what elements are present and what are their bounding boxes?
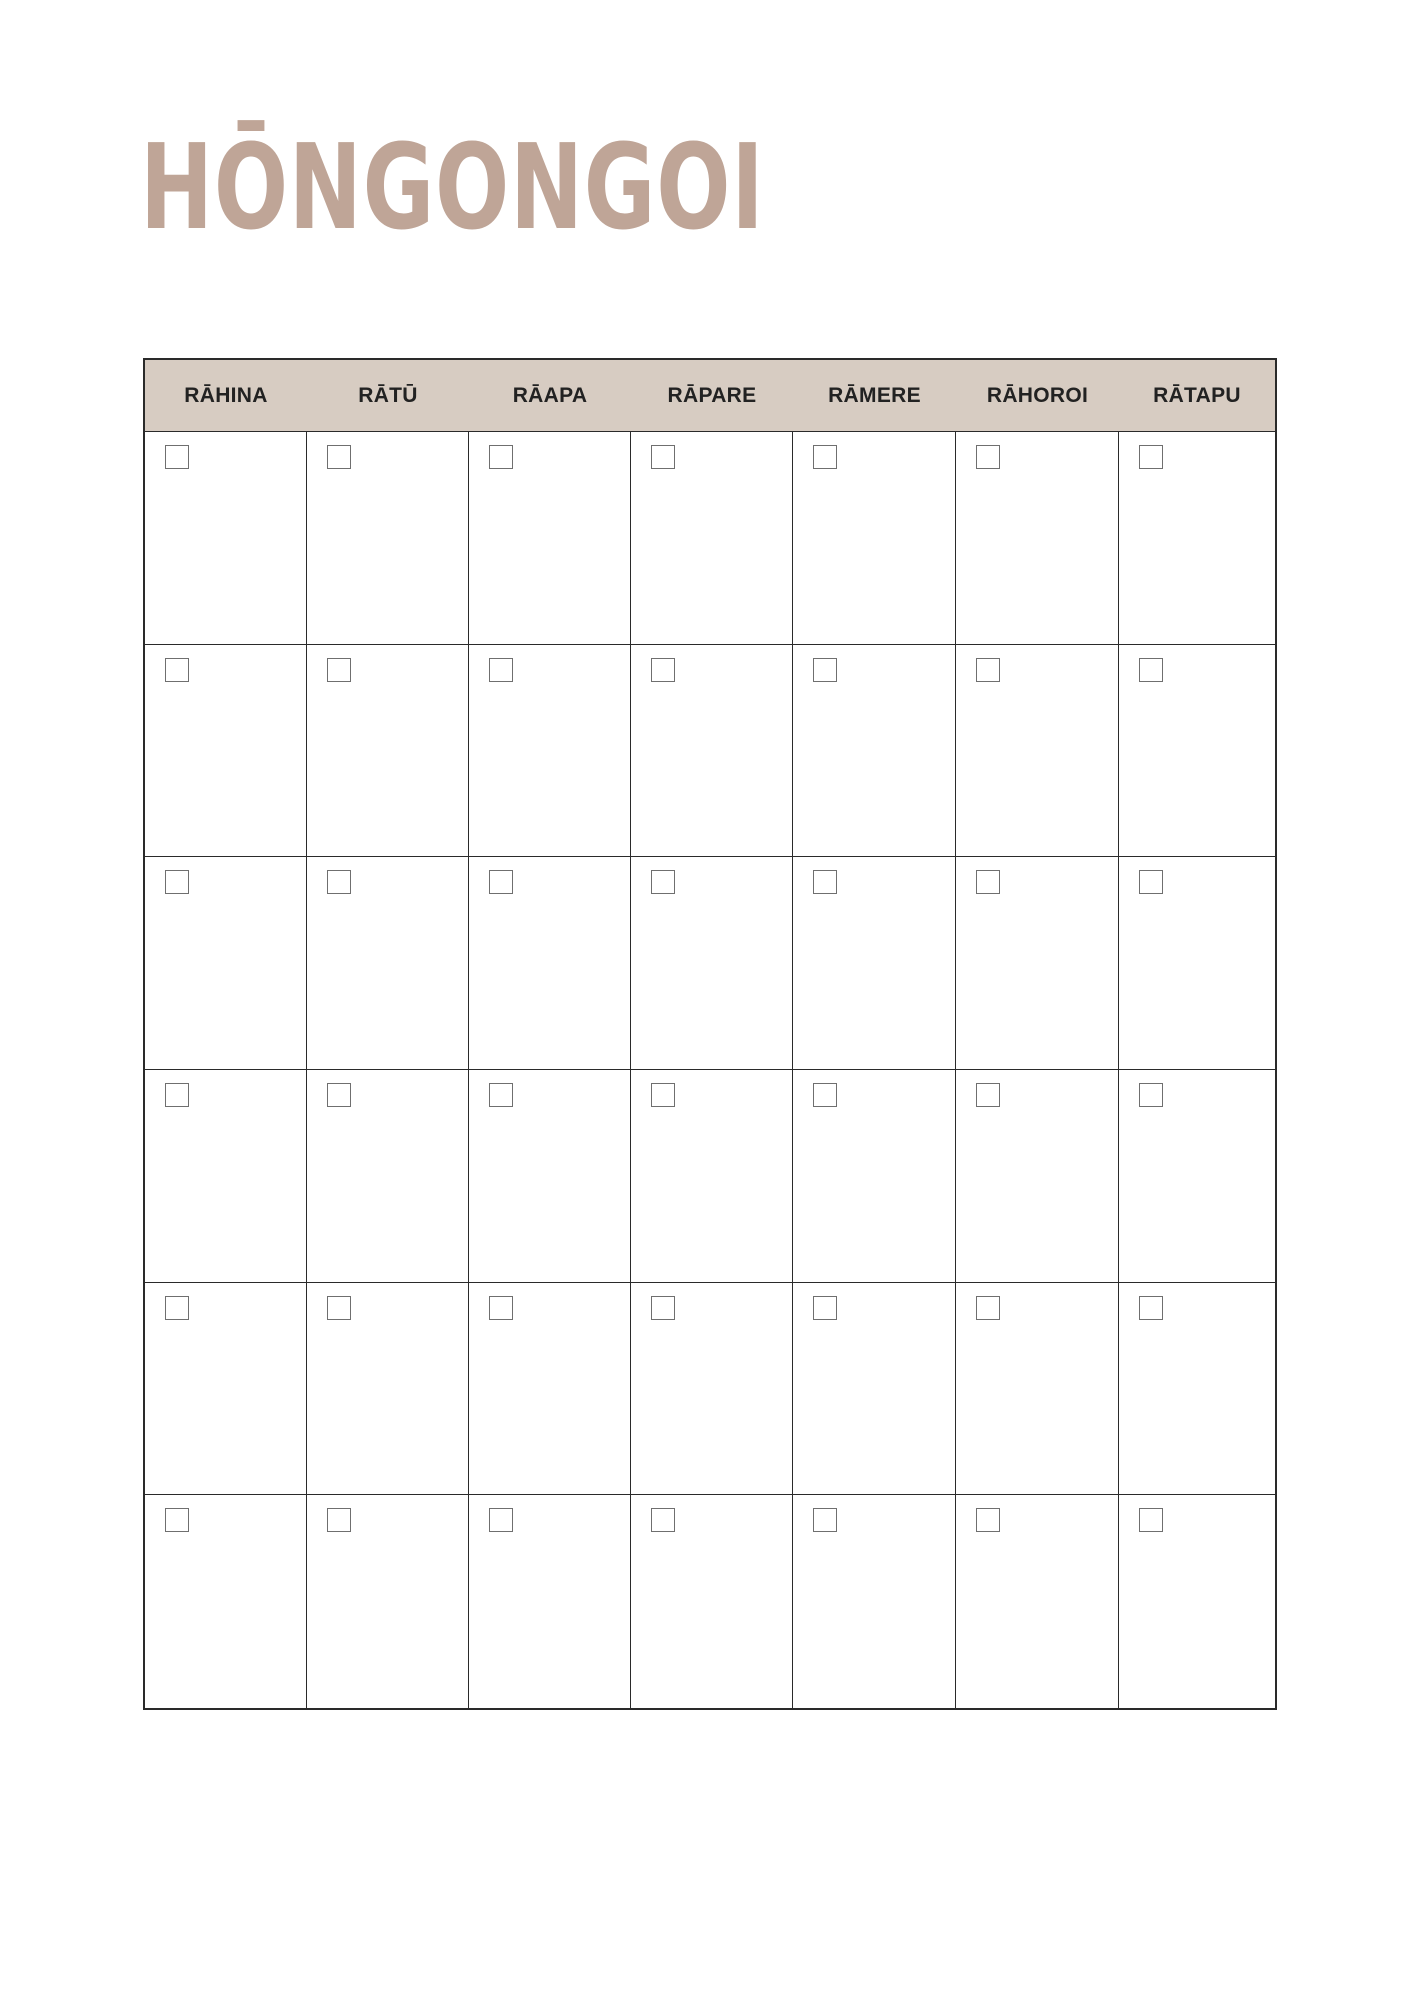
day-cell[interactable]: [1119, 1495, 1275, 1708]
day-checkbox[interactable]: [813, 870, 837, 894]
day-cell[interactable]: [631, 857, 793, 1070]
day-checkbox[interactable]: [1139, 1296, 1163, 1320]
day-cell[interactable]: [956, 1070, 1119, 1283]
day-cell[interactable]: [469, 857, 631, 1070]
day-checkbox[interactable]: [327, 1296, 351, 1320]
day-cell[interactable]: [145, 432, 307, 645]
day-header: RĀHOROI: [956, 360, 1119, 432]
day-cell[interactable]: [956, 645, 1119, 858]
day-checkbox[interactable]: [165, 1508, 189, 1532]
day-cell[interactable]: [793, 645, 956, 858]
day-checkbox[interactable]: [813, 445, 837, 469]
day-checkbox[interactable]: [327, 445, 351, 469]
day-checkbox[interactable]: [976, 445, 1000, 469]
day-cell[interactable]: [469, 1495, 631, 1708]
day-cell[interactable]: [631, 645, 793, 858]
day-cell[interactable]: [956, 857, 1119, 1070]
day-checkbox[interactable]: [1139, 445, 1163, 469]
day-checkbox[interactable]: [651, 1083, 675, 1107]
day-cell[interactable]: [469, 1283, 631, 1496]
day-cell[interactable]: [1119, 1070, 1275, 1283]
day-checkbox[interactable]: [651, 658, 675, 682]
day-checkbox[interactable]: [1139, 658, 1163, 682]
day-cell[interactable]: [145, 645, 307, 858]
day-header: RĀHINA: [145, 360, 307, 432]
day-cell[interactable]: [307, 1283, 469, 1496]
day-checkbox[interactable]: [1139, 1508, 1163, 1532]
day-header: RĀMERE: [793, 360, 956, 432]
calendar-grid: [143, 358, 1277, 1710]
day-checkbox[interactable]: [651, 870, 675, 894]
day-checkbox[interactable]: [165, 1296, 189, 1320]
day-cell[interactable]: [1119, 432, 1275, 645]
day-cell[interactable]: [307, 645, 469, 858]
day-cell[interactable]: [793, 1070, 956, 1283]
day-checkbox[interactable]: [976, 1083, 1000, 1107]
day-checkbox[interactable]: [976, 1296, 1000, 1320]
day-checkbox[interactable]: [813, 1508, 837, 1532]
day-cell[interactable]: [307, 857, 469, 1070]
day-cell[interactable]: [1119, 1283, 1275, 1496]
day-checkbox[interactable]: [489, 1296, 513, 1320]
day-checkbox[interactable]: [489, 445, 513, 469]
day-cell[interactable]: [793, 1495, 956, 1708]
day-checkbox[interactable]: [327, 1083, 351, 1107]
day-checkbox[interactable]: [976, 870, 1000, 894]
day-header: RĀPARE: [631, 360, 793, 432]
day-checkbox[interactable]: [651, 1296, 675, 1320]
day-checkbox[interactable]: [1139, 870, 1163, 894]
day-cell[interactable]: [631, 1283, 793, 1496]
day-cell[interactable]: [145, 857, 307, 1070]
day-checkbox[interactable]: [813, 1296, 837, 1320]
day-cell[interactable]: [631, 1495, 793, 1708]
day-checkbox[interactable]: [651, 1508, 675, 1532]
day-checkbox[interactable]: [976, 1508, 1000, 1532]
day-cell[interactable]: [469, 1070, 631, 1283]
day-cell[interactable]: [793, 857, 956, 1070]
day-cell[interactable]: [956, 1495, 1119, 1708]
day-checkbox[interactable]: [813, 658, 837, 682]
page-title: HŌNGONGOI: [140, 118, 765, 256]
day-cell[interactable]: [956, 1283, 1119, 1496]
day-cell[interactable]: [793, 432, 956, 645]
day-checkbox[interactable]: [327, 658, 351, 682]
day-cell[interactable]: [631, 432, 793, 645]
day-cell[interactable]: [145, 1283, 307, 1496]
day-header: RĀAPA: [469, 360, 631, 432]
day-cell[interactable]: [307, 432, 469, 645]
day-checkbox[interactable]: [165, 445, 189, 469]
day-cell[interactable]: [145, 1070, 307, 1283]
day-checkbox[interactable]: [165, 658, 189, 682]
day-cell[interactable]: [793, 1283, 956, 1496]
day-checkbox[interactable]: [489, 1508, 513, 1532]
day-cell[interactable]: [1119, 645, 1275, 858]
day-checkbox[interactable]: [1139, 1083, 1163, 1107]
day-checkbox[interactable]: [165, 870, 189, 894]
day-cell[interactable]: [145, 1495, 307, 1708]
day-cell[interactable]: [631, 1070, 793, 1283]
day-cell[interactable]: [469, 432, 631, 645]
day-checkbox[interactable]: [489, 658, 513, 682]
day-cell[interactable]: [1119, 857, 1275, 1070]
day-checkbox[interactable]: [651, 445, 675, 469]
day-cell[interactable]: [469, 645, 631, 858]
day-checkbox[interactable]: [813, 1083, 837, 1107]
day-header: RĀTŪ: [307, 360, 469, 432]
day-checkbox[interactable]: [165, 1083, 189, 1107]
day-cell[interactable]: [307, 1495, 469, 1708]
day-checkbox[interactable]: [327, 1508, 351, 1532]
day-checkbox[interactable]: [489, 870, 513, 894]
day-checkbox[interactable]: [327, 870, 351, 894]
day-checkbox[interactable]: [489, 1083, 513, 1107]
day-cell[interactable]: [307, 1070, 469, 1283]
day-checkbox[interactable]: [976, 658, 1000, 682]
day-header: RĀTAPU: [1119, 360, 1275, 432]
day-cell[interactable]: [956, 432, 1119, 645]
